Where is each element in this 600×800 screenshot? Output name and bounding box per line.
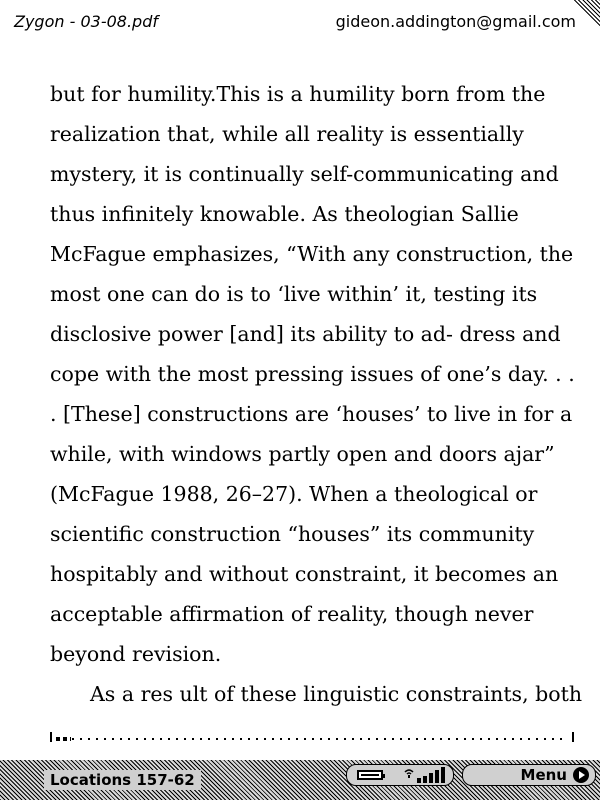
progress-fill	[56, 737, 71, 741]
text-line: . [These] constructions are ‘houses’ to live in for a	[50, 402, 573, 426]
text-line: while, with windows partly open and doors ajar”	[50, 442, 555, 466]
text-line: (McFague 1988, 26–27). When a theological or	[50, 482, 538, 506]
account-email: gideon.addington@gmail.com	[335, 12, 576, 31]
menu-label: Menu	[520, 766, 567, 784]
text-line: disclosive power [and] its ability to ad- dress and	[50, 322, 561, 346]
text-line: beyond revision.	[50, 642, 222, 666]
reading-page[interactable]	[50, 74, 583, 714]
text-line: acceptable affirmation of reality, though never	[50, 602, 534, 626]
text-line: thus infinitely knowable. As theologian Sallie	[50, 202, 519, 226]
document-title: Zygon - 03-08.pdf	[14, 12, 158, 31]
text-line: most one can do is to ‘live within’ it, testing its	[50, 282, 538, 306]
battery-icon	[357, 770, 383, 780]
progress-end-marker	[572, 732, 574, 742]
wireless-signal-icon	[401, 767, 447, 783]
status-header	[0, 0, 600, 40]
page-corner-fold-icon[interactable]	[572, 0, 600, 28]
text-line: hospitably and without constraint, it becomes an	[50, 562, 559, 586]
text-line: realization that, while all reality is essentially	[50, 122, 524, 146]
text-line: As a res ult of these linguistic constraints, both	[90, 682, 583, 706]
reading-progress-bar[interactable]	[50, 732, 574, 742]
text-line: scientific construction “houses” its community	[50, 522, 535, 546]
text-line: cope with the most pressing issues of one’s day. . .	[50, 362, 575, 386]
device-status-indicator	[346, 764, 454, 786]
menu-button[interactable]	[462, 764, 596, 786]
text-line: McFague emphasizes, “With any construction, the	[50, 242, 574, 266]
location-indicator: Locations 157-62	[44, 770, 201, 790]
arrow-right-icon	[573, 767, 589, 783]
progress-start-marker	[50, 732, 52, 742]
text-line: but for humility.This is a humility born from the	[50, 82, 546, 106]
progress-track	[56, 738, 568, 740]
status-footer	[0, 760, 600, 800]
text-line: mystery, it is continually self-communicating and	[50, 162, 559, 186]
